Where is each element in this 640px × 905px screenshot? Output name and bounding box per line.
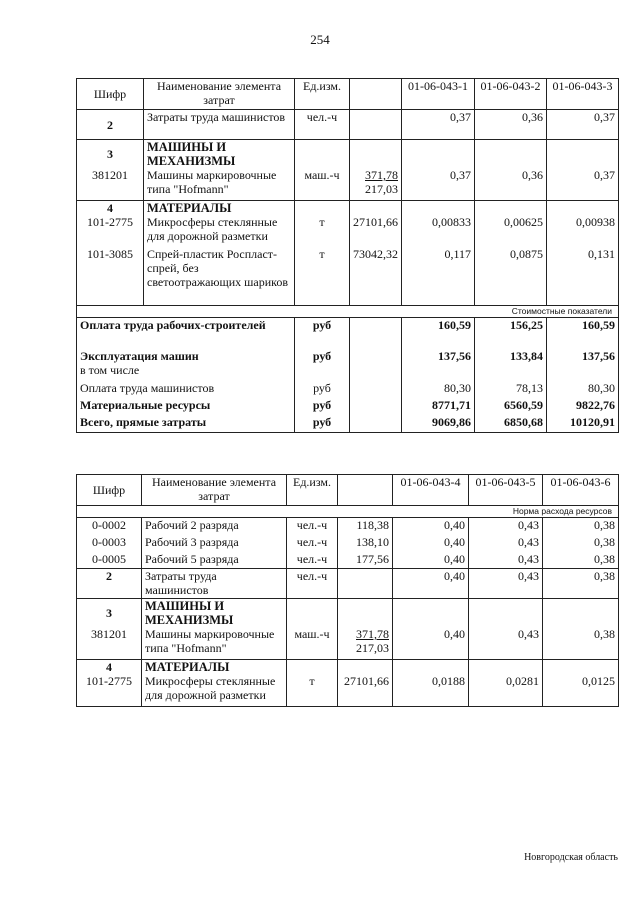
cost-name: Материальные ресурсы xyxy=(77,398,295,415)
row-code: 2 xyxy=(77,569,142,599)
row-value-1: 0,40 xyxy=(393,552,469,569)
header-name: Наименование элемента затрат xyxy=(142,475,287,506)
table-header-row xyxy=(77,475,619,506)
row-value-3: 0,38 xyxy=(543,518,619,535)
cost-value-3: 9822,76 xyxy=(547,398,619,415)
resource-norms-table-1 xyxy=(76,78,619,433)
cost-value-3: 10120,91 xyxy=(547,415,619,432)
row-code: 381201 xyxy=(77,627,142,659)
row-code: 0-0002 xyxy=(77,518,142,535)
row-value-2: 0,00625 xyxy=(475,215,547,247)
row-unit: маш.-ч xyxy=(295,168,350,200)
row-value-2: 0,43 xyxy=(469,627,543,659)
table-row xyxy=(77,168,619,200)
price-top: 371,78 xyxy=(365,168,398,182)
row-value-2: 0,0281 xyxy=(469,674,543,706)
header-col-1: 01-06-043-1 xyxy=(402,79,475,110)
section-code: 4 xyxy=(77,200,144,215)
table-row xyxy=(77,247,619,305)
row-value-2: 0,36 xyxy=(475,168,547,200)
row-code: 0-0003 xyxy=(77,535,142,552)
cost-value-2: 6850,68 xyxy=(475,415,547,432)
row-name: Рабочий 5 разряда xyxy=(142,552,287,569)
row-value-1: 0,00833 xyxy=(402,215,475,247)
row-price: 138,10 xyxy=(338,535,393,552)
section-code: 3 xyxy=(77,599,142,628)
cost-row xyxy=(77,349,619,381)
cost-row xyxy=(77,415,619,432)
cost-value-1: 8771,71 xyxy=(402,398,475,415)
cost-name xyxy=(77,349,295,381)
row-name: Спрей-пластик Роспласт-спрей, без светоотражающих шариков xyxy=(144,247,295,305)
row-value-2: 0,36 xyxy=(475,110,547,140)
row-unit: чел.-ч xyxy=(287,569,338,599)
header-price xyxy=(350,79,402,110)
row-price: 177,56 xyxy=(338,552,393,569)
cost-unit: руб xyxy=(295,398,350,415)
cost-name: Всего, прямые затраты xyxy=(77,415,295,432)
row-unit: чел.-ч xyxy=(287,518,338,535)
row-value-2: 0,0875 xyxy=(475,247,547,305)
row-price xyxy=(338,569,393,599)
section-title: МАШИНЫ И МЕХАНИЗМЫ xyxy=(142,599,287,628)
header-col-2: 01-06-043-5 xyxy=(469,475,543,506)
row-code: 2 xyxy=(77,110,144,140)
cost-unit: руб xyxy=(295,381,350,398)
cost-indicators-label: Стоимостные показатели xyxy=(77,305,619,317)
cost-value-1: 137,56 xyxy=(402,349,475,381)
table-row xyxy=(77,552,619,569)
section-row xyxy=(77,659,619,674)
row-name: Машины маркировочные типа "Hofmann" xyxy=(144,168,295,200)
row-value-3: 0,00938 xyxy=(547,215,619,247)
header-code: Шифр xyxy=(77,475,142,506)
row-name: Рабочий 2 разряда xyxy=(142,518,287,535)
row-code: 101-2775 xyxy=(77,215,144,247)
row-value-3: 0,38 xyxy=(543,552,619,569)
price-bottom: 217,03 xyxy=(356,641,389,655)
cost-value-2: 156,25 xyxy=(475,317,547,349)
cost-value-2: 133,84 xyxy=(475,349,547,381)
row-price xyxy=(338,627,393,659)
row-price: 118,38 xyxy=(338,518,393,535)
price-bottom: 217,03 xyxy=(365,182,398,196)
cost-unit: руб xyxy=(295,415,350,432)
row-unit: чел.-ч xyxy=(295,110,350,140)
section-row xyxy=(77,140,619,169)
row-value-2: 0,43 xyxy=(469,535,543,552)
row-name: Затраты труда машинистов xyxy=(144,110,295,140)
row-unit: чел.-ч xyxy=(287,552,338,569)
section-row xyxy=(77,599,619,628)
cost-value-2: 6560,59 xyxy=(475,398,547,415)
row-value-1: 0,40 xyxy=(393,535,469,552)
header-col-2: 01-06-043-2 xyxy=(475,79,547,110)
row-price xyxy=(350,110,402,140)
row-price: 27101,66 xyxy=(350,215,402,247)
table-row xyxy=(77,518,619,535)
cost-row xyxy=(77,398,619,415)
row-name: Микросферы стеклянные для дорожной разметки xyxy=(142,674,287,706)
header-col-1: 01-06-043-4 xyxy=(393,475,469,506)
price-top: 371,78 xyxy=(356,627,389,641)
header-col-3: 01-06-043-6 xyxy=(543,475,619,506)
row-value-3: 0,37 xyxy=(547,168,619,200)
row-value-1: 0,117 xyxy=(402,247,475,305)
row-unit: т xyxy=(287,674,338,706)
cost-value-3: 137,56 xyxy=(547,349,619,381)
cost-unit: руб xyxy=(295,349,350,381)
header-code: Шифр xyxy=(77,79,144,110)
header-unit: Ед.изм. xyxy=(287,475,338,506)
row-name: Машины маркировочные типа "Hofmann" xyxy=(142,627,287,659)
row-name: Микросферы стеклянные для дорожной разметки xyxy=(144,215,295,247)
row-unit: т xyxy=(295,247,350,305)
row-price: 27101,66 xyxy=(338,674,393,706)
row-name: Затраты труда машинистов xyxy=(142,569,287,599)
row-value-3: 0,0125 xyxy=(543,674,619,706)
region-footer: Новгородская область xyxy=(524,852,618,863)
section-title: МАТЕРИАЛЫ xyxy=(144,200,295,215)
row-code: 101-3085 xyxy=(77,247,144,305)
row-value-2: 0,43 xyxy=(469,552,543,569)
row-value-3: 0,131 xyxy=(547,247,619,305)
header-unit: Ед.изм. xyxy=(295,79,350,110)
row-value-1: 0,40 xyxy=(393,569,469,599)
row-value-1: 0,37 xyxy=(402,110,475,140)
row-value-2: 0,43 xyxy=(469,569,543,599)
cost-name: Оплата труда машинистов xyxy=(77,381,295,398)
row-value-3: 0,37 xyxy=(547,110,619,140)
row-value-2: 0,43 xyxy=(469,518,543,535)
cost-value-3: 160,59 xyxy=(547,317,619,349)
span-row xyxy=(77,305,619,317)
section-title: МАТЕРИАЛЫ xyxy=(142,659,287,674)
row-value-1: 0,37 xyxy=(402,168,475,200)
row-price xyxy=(350,168,402,200)
cost-name-main: Эксплуатация машин xyxy=(80,349,199,363)
cost-name: Оплата труда рабочих-строителей xyxy=(77,317,295,349)
row-name: Рабочий 3 разряда xyxy=(142,535,287,552)
table-row xyxy=(77,569,619,599)
row-unit: т xyxy=(295,215,350,247)
table-row xyxy=(77,674,619,706)
cost-name-sub: в том числе xyxy=(80,363,140,377)
section-code: 3 xyxy=(77,140,144,169)
cost-row xyxy=(77,381,619,398)
header-name: Наименование элемента затрат xyxy=(144,79,295,110)
row-value-1: 0,40 xyxy=(393,518,469,535)
section-title: МАШИНЫ И МЕХАНИЗМЫ xyxy=(144,140,295,169)
header-col-3: 01-06-043-3 xyxy=(547,79,619,110)
table-header-row xyxy=(77,79,619,110)
row-code: 0-0005 xyxy=(77,552,142,569)
resource-norm-label: Норма расхода ресурсов xyxy=(77,506,619,518)
row-value-1: 0,0188 xyxy=(393,674,469,706)
table-row xyxy=(77,627,619,659)
row-unit: маш.-ч xyxy=(287,627,338,659)
section-row xyxy=(77,200,619,215)
table-row xyxy=(77,535,619,552)
cost-value-1: 160,59 xyxy=(402,317,475,349)
cost-value-3: 80,30 xyxy=(547,381,619,398)
row-value-3: 0,38 xyxy=(543,535,619,552)
cost-value-2: 78,13 xyxy=(475,381,547,398)
cost-value-1: 80,30 xyxy=(402,381,475,398)
row-code: 381201 xyxy=(77,168,144,200)
row-price: 73042,32 xyxy=(350,247,402,305)
cost-row xyxy=(77,317,619,349)
section-code: 4 xyxy=(77,659,142,674)
row-value-3: 0,38 xyxy=(543,627,619,659)
table-row xyxy=(77,215,619,247)
row-value-1: 0,40 xyxy=(393,627,469,659)
span-row xyxy=(77,506,619,518)
row-value-3: 0,38 xyxy=(543,569,619,599)
cost-value-1: 9069,86 xyxy=(402,415,475,432)
page-number: 254 xyxy=(310,32,330,47)
table-row xyxy=(77,110,619,140)
row-code: 101-2775 xyxy=(77,674,142,706)
row-unit: чел.-ч xyxy=(287,535,338,552)
resource-norms-table-2 xyxy=(76,474,619,707)
cost-unit: руб xyxy=(295,317,350,349)
header-price xyxy=(338,475,393,506)
